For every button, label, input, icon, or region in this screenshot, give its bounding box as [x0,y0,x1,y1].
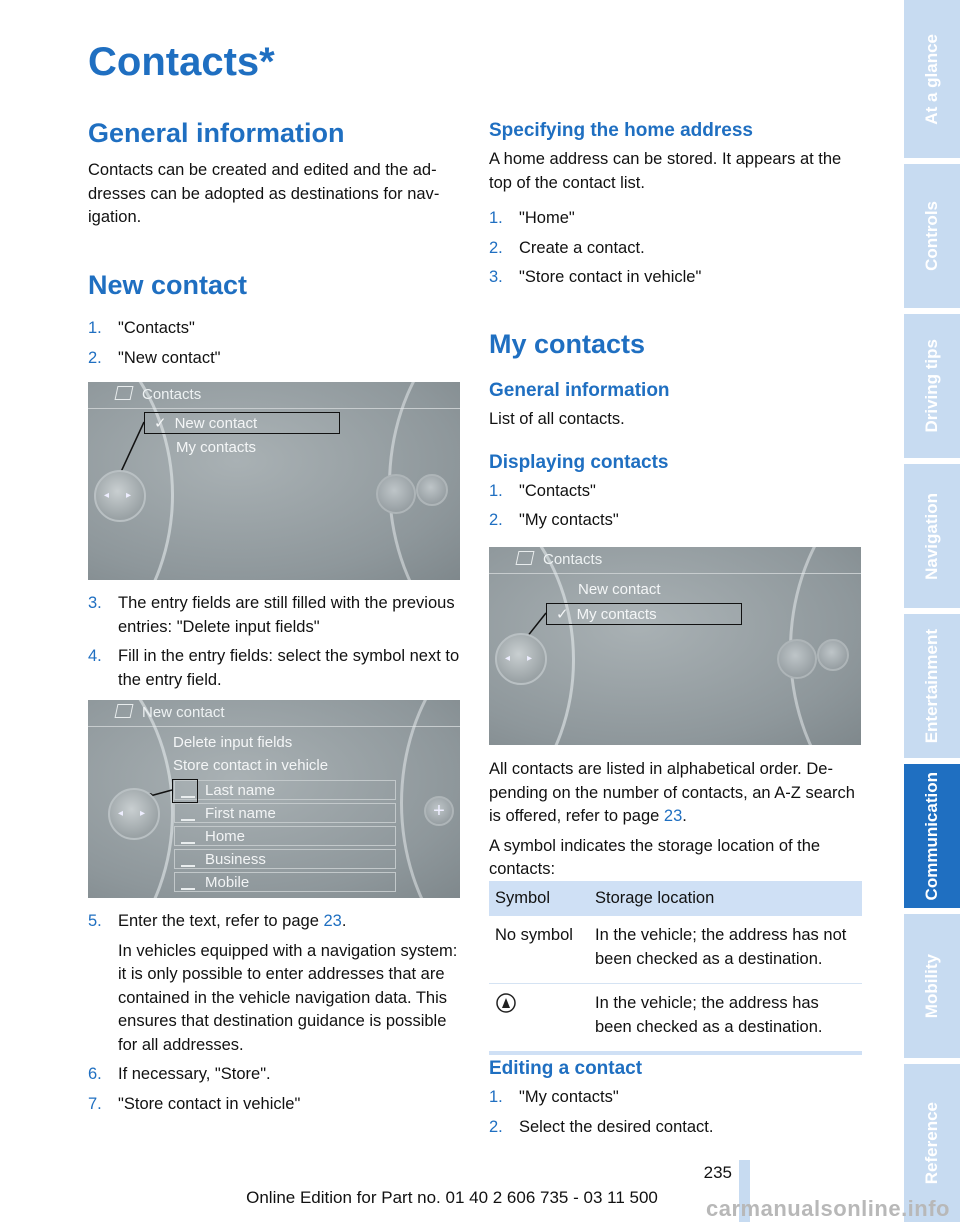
menu-item-my-contacts: My contacts [176,439,257,456]
list-item: 2. Select the desired contact. [489,1117,714,1136]
idrive-screen-contacts [88,382,460,580]
menu-item-store-contact: Store contact in vehicle [173,757,329,774]
general-information-heading: General information [88,118,345,148]
options-button-icon [817,639,849,671]
screen-header: Contacts [88,382,460,409]
controller-knob-icon: ◂ ▸ [495,633,547,685]
new-contact-steps-c [88,910,463,1122]
tab-communication[interactable]: Communication [904,761,960,911]
tab-controls[interactable]: Controls [904,164,960,308]
location-cell: In the vehicle; the address has been checked as a destination. [589,984,862,1054]
general-information-subheading: General information [489,380,670,401]
screen-header: New contact [88,700,460,727]
list-item: 6. If necessary, "Store". [88,1065,271,1083]
field-home: Home [174,826,396,846]
symbol-cell [489,984,589,1054]
idrive-screen-new-contact [88,700,460,898]
navigation-flag-icon [495,992,517,1014]
list-item: 3. The entry fields are still filled with the previous entries: "Delete input fields" [88,594,455,636]
menu-item-my-contacts: ✓ My contacts [556,606,657,623]
field-last-name: Last name [174,780,396,800]
list-item: 7. "Store contact in vehicle" [88,1094,301,1113]
new-contact-heading: New contact [88,270,248,300]
list-of-contacts-text: List of all contacts. [489,410,625,428]
idrive-screen-my-contacts [489,547,861,745]
chapter-tabs [904,0,960,1222]
symbol-cell: No symbol [489,916,589,984]
left-column [88,118,460,230]
list-item: 5. Enter the text, refer to page 23. [88,912,347,930]
location-cell: In the vehicle; the address has not been checked as a destination. [589,916,862,984]
new-contact-steps-b [88,592,463,698]
list-item: 3. "Store contact in vehicle" [489,268,702,286]
controller-knob-icon: ◂ ▸ [94,470,146,522]
table-row [489,916,862,984]
tab-entertainment[interactable]: Entertainment [904,614,960,758]
my-contacts-heading: My contacts [489,329,646,359]
page-link[interactable]: 23 [663,807,683,825]
plus-icon: + [424,796,454,826]
page-link[interactable]: 23 [323,912,342,930]
storage-location-table [489,881,862,1055]
list-item: 1. "Contacts" [489,481,596,500]
footer-text: Online Edition for Part no. 01 40 2 606 735 - 03 11 500 [246,1188,658,1207]
screen-header: Contacts [489,547,861,574]
options-button-icon [376,474,416,514]
options-button-icon [416,474,448,506]
watermark: carmanualsonline.info [706,1196,950,1221]
list-item: 1. "Contacts" [88,319,195,337]
table-row [489,984,862,1054]
symbol-description-text: A symbol indicates the storage location of the contacts: [489,836,821,878]
my-contacts-section [489,329,863,539]
menu-item-new-contact: ✓ New contact [154,415,258,432]
alphabetical-order-text: All contacts are listed in alphabetical order. Depending on the number of contacts, an A-Z search is offered, refer to page 23. [489,760,855,825]
field-mobile: Mobile [174,872,396,892]
navigation-note: In vehicles equipped with a navigation system: it is only possible to enter addresses that are contained in the vehicle navigation data. This ensures that destination guidance is possible for all addresses. [118,941,458,1054]
field-first-name: First name [174,803,396,823]
contacts-order-section [489,758,863,882]
list-item: 2. "New contact" [88,348,221,367]
home-address-text: A home address can be stored. It appears at the top of the contact list. [489,150,842,192]
home-address-heading: Specifying the home address [489,120,753,141]
tab-reference[interactable]: Reference [904,1064,960,1222]
controller-knob-icon: ◂ ▸ [108,788,160,840]
table-header [489,881,862,916]
tab-driving-tips[interactable]: Driving tips [904,314,960,458]
page-title: Contacts* [88,40,275,84]
list-item: 1. "My contacts" [489,1088,619,1106]
options-button-icon [777,639,817,679]
page-number: 235 [703,1163,732,1182]
tab-navigation[interactable]: Navigation [904,464,960,608]
home-address-section [489,120,863,296]
menu-item-delete-input-fields: Delete input fields [173,734,293,751]
column-header-storage-location: Storage location [589,881,862,916]
tab-mobility[interactable]: Mobility [904,914,960,1058]
list-item: 2. "My contacts" [489,511,619,529]
tab-at-a-glance[interactable]: At a glance [904,0,960,158]
menu-item-new-contact: New contact [578,581,661,598]
editing-contact-section [489,1058,863,1145]
list-item: 4. Fill in the entry fields: select the symbol next to the entry field. [88,647,460,689]
column-header-symbol: Symbol [489,881,589,916]
field-business: Business [174,849,396,869]
list-item: 2. Create a contact. [489,238,645,257]
new-contact-section [88,270,460,376]
editing-contact-heading: Editing a contact [489,1058,643,1079]
general-information-text: Contacts can be created and edited and the addresses can be adopted as destinations for navigation. [88,161,440,226]
list-item: 1. "Home" [489,209,575,227]
displaying-contacts-heading: Displaying contacts [489,451,669,473]
